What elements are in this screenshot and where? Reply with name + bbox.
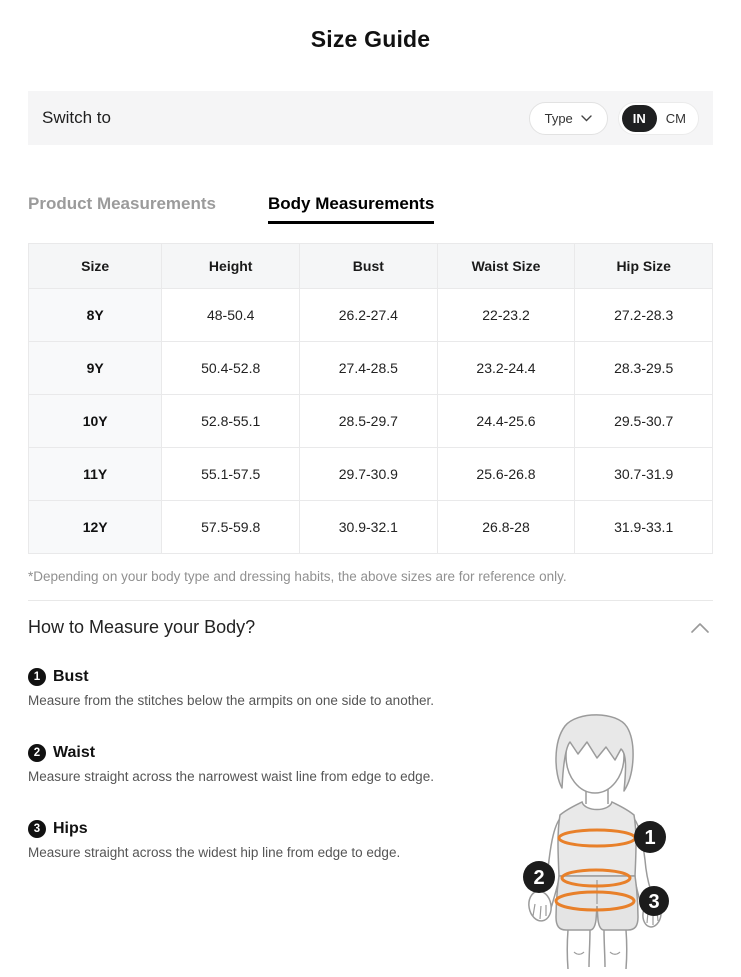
table-row <box>29 501 713 554</box>
measure-step-bust <box>28 668 468 708</box>
collapse-section-button[interactable] <box>687 619 713 637</box>
measure-step-hips <box>28 820 468 860</box>
hip-cell: 31.9-33.1 <box>575 501 713 554</box>
hip-cell: 27.2-28.3 <box>575 289 713 342</box>
table-row <box>29 395 713 448</box>
step-number-badge: 3 <box>28 820 46 838</box>
height-cell: 50.4-52.8 <box>162 342 300 395</box>
how-to-measure-heading: How to Measure your Body? <box>28 617 256 637</box>
waist-cell: 25.6-26.8 <box>437 448 575 501</box>
height-cell: 48-50.4 <box>162 289 300 342</box>
bust-cell: 26.2-27.4 <box>300 289 438 342</box>
table-row <box>29 342 713 395</box>
column-header-height: Height <box>162 244 300 289</box>
size-cell: 12Y <box>29 501 162 554</box>
size-cell: 11Y <box>29 448 162 501</box>
body-measurement-illustration <box>478 690 728 977</box>
page-title: Size Guide <box>310 26 431 52</box>
chevron-down-icon <box>581 115 592 122</box>
column-header-waist-size: Waist Size <box>437 244 575 289</box>
column-header-hip-size: Hip Size <box>575 244 713 289</box>
height-cell: 52.8-55.1 <box>162 395 300 448</box>
hip-cell: 29.5-30.7 <box>575 395 713 448</box>
bust-cell: 27.4-28.5 <box>300 342 438 395</box>
column-header-size: Size <box>29 244 162 289</box>
height-cell: 57.5-59.8 <box>162 501 300 554</box>
waist-cell: 22-23.2 <box>437 289 575 342</box>
column-header-bust: Bust <box>300 244 438 289</box>
size-table-header-row <box>29 244 713 289</box>
svg-text:3: 3 <box>648 891 660 913</box>
bust-cell: 29.7-30.9 <box>300 448 438 501</box>
how-to-measure-header[interactable] <box>28 617 713 638</box>
measurement-tabs <box>28 194 713 224</box>
switch-bar <box>28 91 713 145</box>
switch-to-label: Switch to <box>42 108 111 127</box>
size-table <box>28 243 713 554</box>
step-number-badge: 1 <box>28 668 46 686</box>
bust-cell: 28.5-29.7 <box>300 395 438 448</box>
step-label: Waist <box>53 744 96 761</box>
step-description: Measure straight across the widest hip line from edge to edge. <box>28 845 401 860</box>
size-cell: 10Y <box>29 395 162 448</box>
marker-2 <box>523 861 555 893</box>
table-footnote: *Depending on your body type and dressing habits, the above sizes are for reference only. <box>28 569 567 584</box>
section-divider <box>28 600 713 601</box>
hip-cell: 30.7-31.9 <box>575 448 713 501</box>
svg-text:2: 2 <box>533 867 545 889</box>
waist-cell: 26.8-28 <box>437 501 575 554</box>
measure-steps-list <box>28 668 468 860</box>
size-cell: 9Y <box>29 342 162 395</box>
marker-3 <box>639 886 669 916</box>
tab-body-measurements[interactable]: Body Measurements <box>268 194 434 224</box>
type-dropdown[interactable] <box>529 102 608 135</box>
waist-cell: 23.2-24.4 <box>437 342 575 395</box>
switch-bar-controls <box>529 102 699 135</box>
unit-toggle <box>618 102 699 135</box>
chevron-up-icon <box>691 623 709 633</box>
table-row <box>29 448 713 501</box>
figure-tank-top <box>558 802 636 876</box>
waist-cell: 24.4-25.6 <box>437 395 575 448</box>
step-number-badge: 2 <box>28 744 46 762</box>
hip-cell: 28.3-29.5 <box>575 342 713 395</box>
step-description: Measure straight across the narrowest waist line from edge to edge. <box>28 769 434 784</box>
unit-in-button[interactable]: IN <box>622 105 657 132</box>
figure-legs <box>567 930 627 969</box>
size-cell: 8Y <box>29 289 162 342</box>
tab-product-measurements[interactable]: Product Measurements <box>28 194 216 213</box>
unit-cm-button[interactable]: CM <box>657 105 695 132</box>
step-label: Hips <box>53 820 88 837</box>
type-dropdown-label: Type <box>544 110 573 126</box>
step-description: Measure from the stitches below the armpits on one side to another. <box>28 693 434 708</box>
height-cell: 55.1-57.5 <box>162 448 300 501</box>
marker-1 <box>634 821 666 853</box>
bust-cell: 30.9-32.1 <box>300 501 438 554</box>
measure-step-waist <box>28 744 468 784</box>
svg-text:1: 1 <box>644 827 656 849</box>
table-row <box>29 289 713 342</box>
step-label: Bust <box>53 668 89 685</box>
